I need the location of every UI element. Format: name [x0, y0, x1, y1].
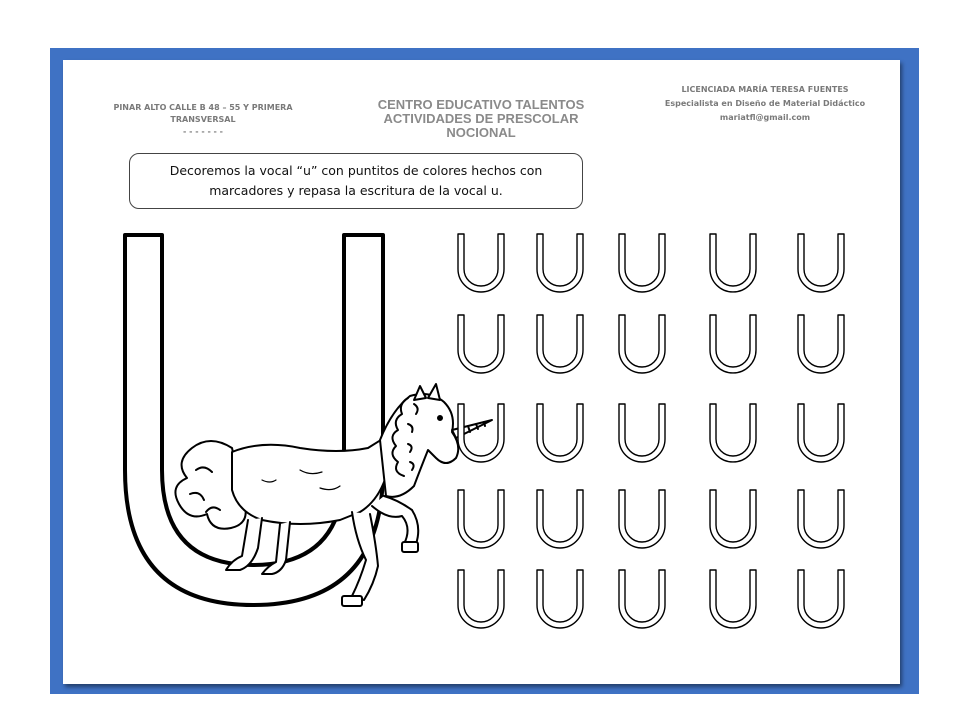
author-title: Especialista en Diseño de Material Didáctico — [664, 99, 866, 108]
practice-letter-u — [537, 404, 583, 462]
practice-letter-u — [798, 490, 844, 548]
author-email: mariatfl@gmail.com — [719, 113, 811, 122]
address-line-1: PINAR ALTO CALLE B 48 – 55 Y PRIMERA — [113, 103, 293, 112]
practice-letter-u — [710, 315, 756, 373]
practice-letter-u — [798, 234, 844, 292]
practice-letter-u — [537, 570, 583, 628]
practice-grid — [458, 234, 844, 628]
practice-letter-u — [710, 490, 756, 548]
practice-letter-u — [458, 490, 504, 548]
practice-letter-u — [710, 404, 756, 462]
activity-name: ACTIVIDADES DE PRESCOLAR — [383, 111, 579, 126]
practice-letter-u — [798, 404, 844, 462]
address-line-2: TRANSVERSAL — [170, 115, 236, 124]
instruction-line-2: marcadores y repasa la escritura de la vocal u. — [209, 183, 503, 198]
practice-letter-u — [537, 234, 583, 292]
practice-letter-u — [619, 315, 665, 373]
instruction-line-1: Decoremos la vocal “u” con puntitos de colores hechos con — [169, 163, 543, 178]
practice-letter-u — [458, 570, 504, 628]
practice-letter-u — [537, 315, 583, 373]
practice-letter-u — [458, 234, 504, 292]
practice-letter-u — [537, 490, 583, 548]
practice-letter-u — [619, 570, 665, 628]
author-name: LICENCIADA MARÍA TERESA FUENTES — [681, 85, 849, 94]
activity-subtitle: NOCIONAL — [446, 125, 516, 140]
practice-letter-u — [458, 315, 504, 373]
practice-letter-u — [619, 404, 665, 462]
practice-letter-u — [619, 234, 665, 292]
address-line-3: - - - - - - - — [183, 127, 223, 136]
practice-letter-u — [710, 570, 756, 628]
practice-letter-u — [798, 315, 844, 373]
practice-letter-u — [710, 234, 756, 292]
school-name: CENTRO EDUCATIVO TALENTOS — [377, 97, 585, 112]
practice-letter-u — [798, 570, 844, 628]
practice-letter-u — [619, 490, 665, 548]
